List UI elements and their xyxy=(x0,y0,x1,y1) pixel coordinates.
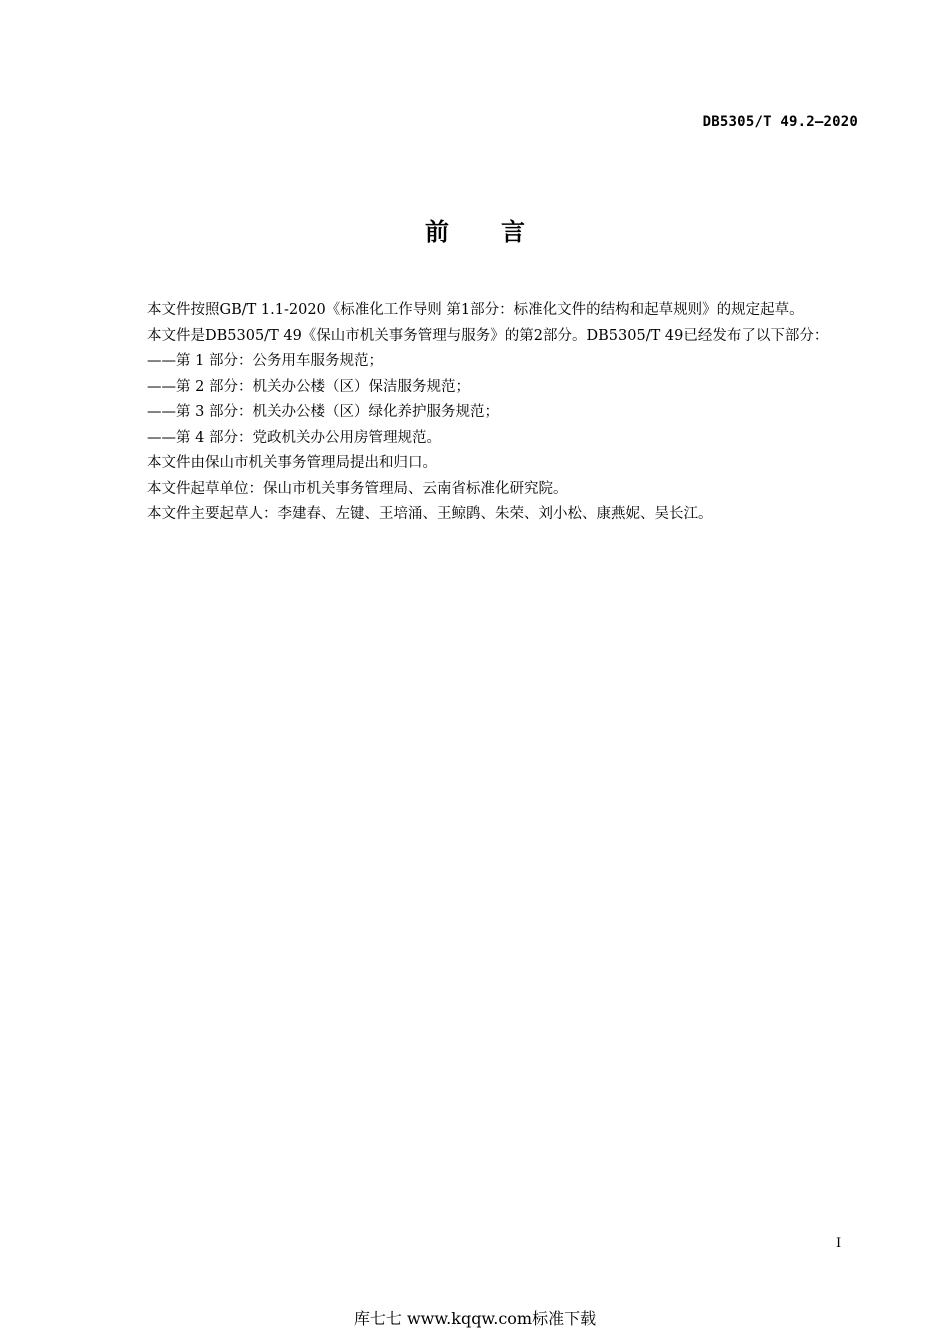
part-list-item: ——第 2 部分：机关办公楼（区）保洁服务规范； xyxy=(147,378,470,395)
paragraph-drafting-rules: 本文件按照GB/T 1.1-2020《标准化工作导则 第1部分：标准化文件的结构和起草规则》的规定起草。 xyxy=(147,302,804,318)
footer-watermark-text: 库七七 www.kqqw.com标准下载 xyxy=(353,1309,597,1328)
document-code: DB5305/T 49.2—2020 xyxy=(702,114,858,130)
part-list-item: ——第 1 部分：公务用车服务规范； xyxy=(147,353,383,369)
part-list-item: ——第 3 部分：机关办公楼（区）绿化养护服务规范； xyxy=(147,404,499,420)
foreword-body xyxy=(113,298,861,528)
paragraph-series-intro: 本文件是DB5305/T 49《保山市机关事务管理与服务》的第2部分。DB5305/T 49已经发布了以下部分： xyxy=(147,327,829,344)
page-title: 前言 xyxy=(425,218,577,246)
paragraph-proposer: 本文件由保山市机关事务管理局提出和归口。 xyxy=(147,455,437,471)
page-number: I xyxy=(836,1236,842,1251)
paragraph-drafting-units: 本文件起草单位：保山市机关事务管理局、云南省标准化研究院。 xyxy=(147,480,568,497)
part-list-item: ——第 4 部分：党政机关办公用房管理规范。 xyxy=(147,429,441,446)
paragraph-drafters: 本文件主要起草人：李建春、左键、王培涌、王鲸鹍、朱荣、刘小松、康燕妮、吴长江。 xyxy=(147,506,713,522)
